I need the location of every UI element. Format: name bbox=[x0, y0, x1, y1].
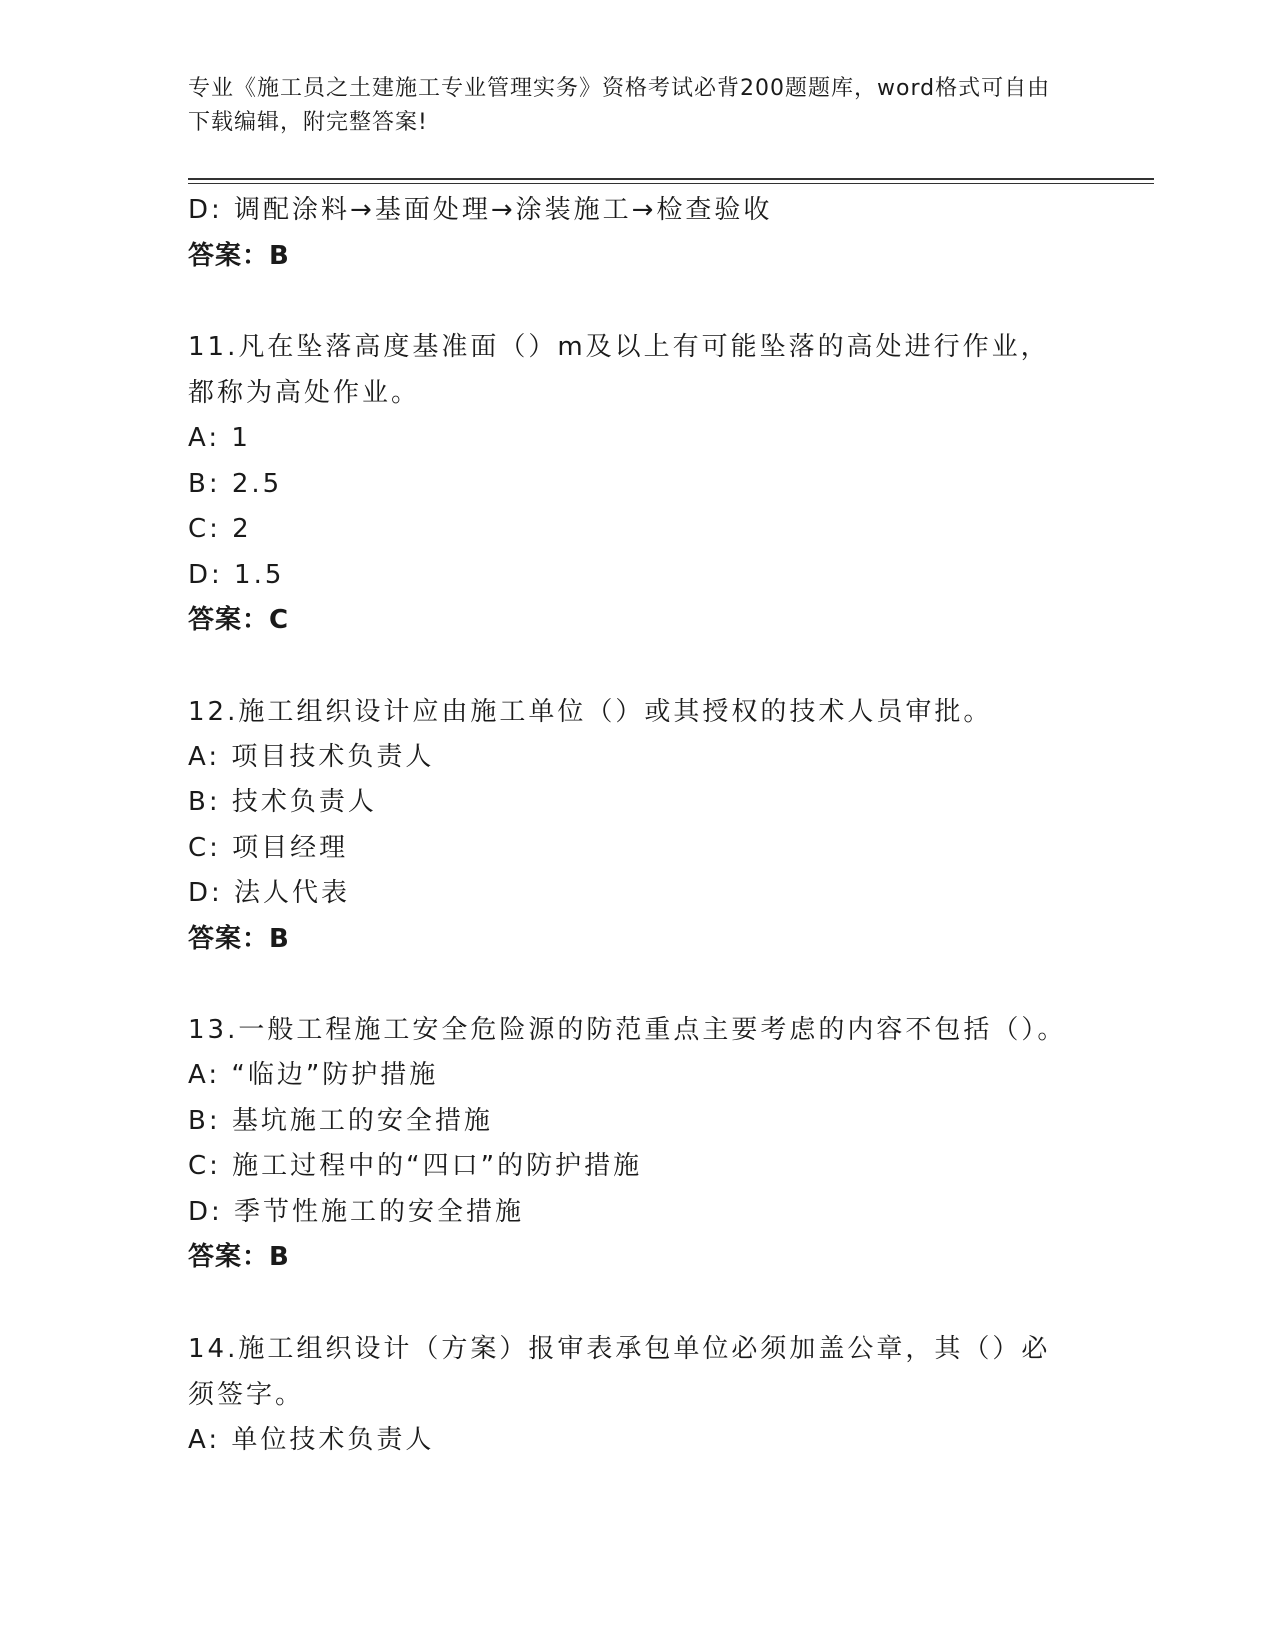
option-d: D: 季节性施工的安全措施 bbox=[188, 1196, 525, 1227]
header-divider-thin bbox=[188, 183, 1154, 184]
document-header: 专业《施工员之土建施工专业管理实务》资格考试必背200题题库，word格式可自由下载编辑，附完整答案! bbox=[188, 76, 1051, 135]
question-list bbox=[188, 188, 1088, 1463]
option-b: B: 2.5 bbox=[188, 468, 283, 499]
option-c: C: 项目经理 bbox=[188, 832, 349, 863]
option-d: D: 法人代表 bbox=[188, 878, 351, 908]
spacer bbox=[188, 644, 1088, 689]
option-d: D: 1.5 bbox=[188, 559, 285, 590]
question-11 bbox=[188, 324, 1088, 644]
answer-line: 答案：B bbox=[188, 240, 290, 271]
option-c: C: 2 bbox=[188, 514, 252, 544]
answer-line: 答案：B bbox=[188, 923, 290, 954]
question-stem: 14.施工组织设计（方案）报审表承包单位必须加盖公章，其（）必须签字。 bbox=[188, 1333, 1051, 1410]
answer-line: 答案：B bbox=[188, 1242, 290, 1272]
previous-question-tail bbox=[188, 188, 1088, 279]
option-b: B: 基坑施工的安全措施 bbox=[188, 1105, 493, 1136]
option-b: B: 技术负责人 bbox=[188, 787, 377, 817]
option-c: C: 施工过程中的“四口”的防护措施 bbox=[188, 1151, 643, 1181]
question-13 bbox=[188, 1007, 1088, 1281]
question-stem: 12.施工组织设计应由施工单位（）或其授权的技术人员审批。 bbox=[188, 696, 993, 727]
question-14 bbox=[188, 1326, 1088, 1464]
spacer bbox=[188, 279, 1088, 324]
header-divider-thick bbox=[188, 178, 1154, 180]
answer-line: 答案：C bbox=[188, 605, 290, 635]
question-stem: 13.一般工程施工安全危险源的防范重点主要考虑的内容不包括（）。 bbox=[188, 1015, 1067, 1045]
spacer bbox=[188, 1281, 1088, 1326]
option-a: A: 项目技术负责人 bbox=[188, 741, 435, 772]
spacer bbox=[188, 962, 1088, 1007]
option-a: A: “临边”防护措施 bbox=[188, 1060, 439, 1090]
question-12 bbox=[188, 689, 1088, 963]
option-a: A: 单位技术负责人 bbox=[188, 1424, 435, 1455]
option-a: A: 1 bbox=[188, 423, 251, 453]
option-d: D: 调配涂料→基面处理→涂装施工→检查验收 bbox=[188, 195, 773, 225]
question-stem: 11.凡在坠落高度基准面（）m及以上有可能坠落的高处进行作业，都称为高处作业。 bbox=[188, 332, 1050, 408]
